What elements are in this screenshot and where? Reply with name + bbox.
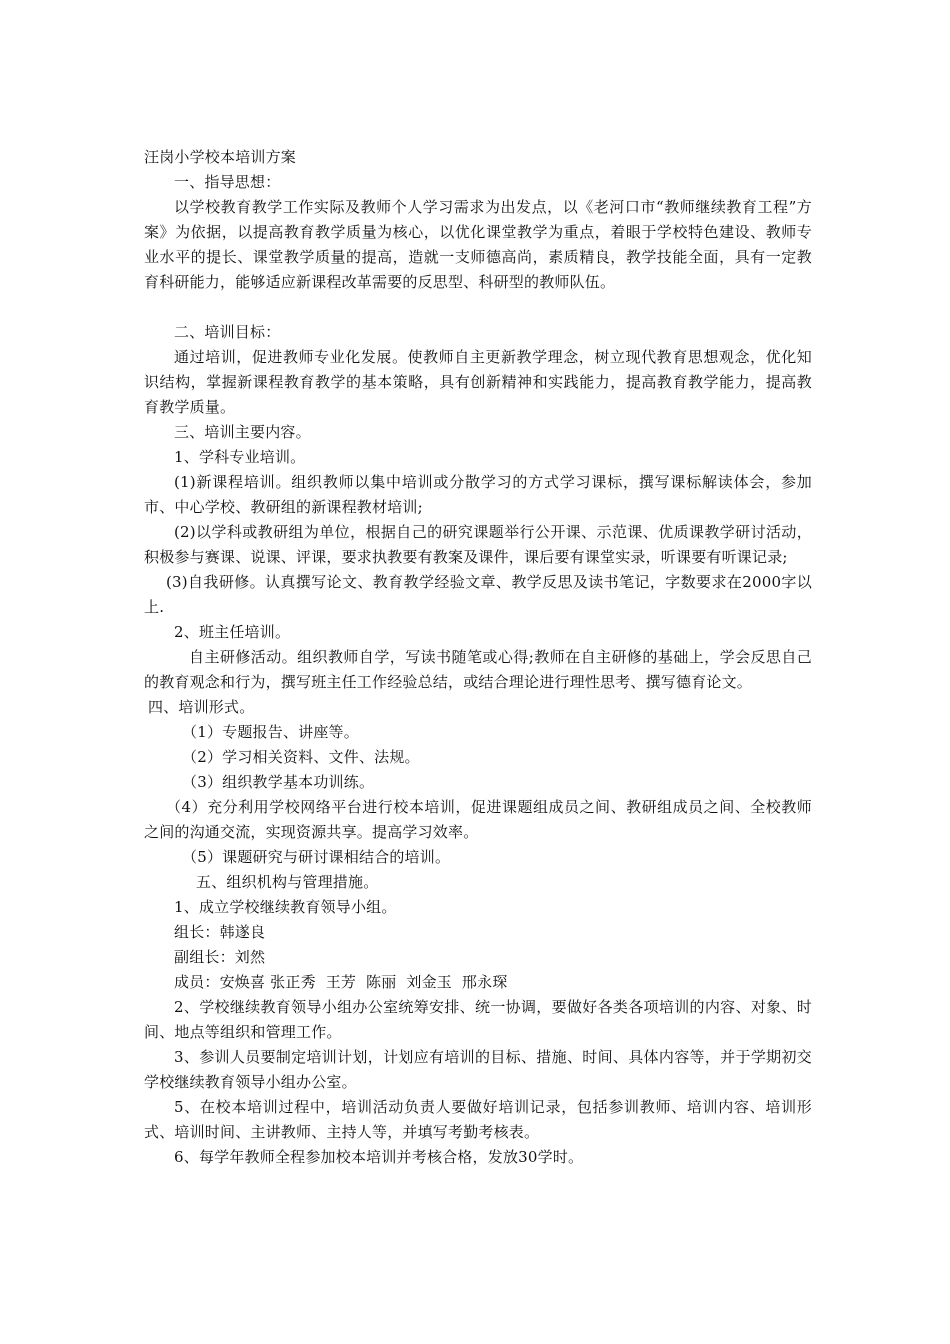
paragraph-training-goals: 通过培训，促进教师专业化发展。使教师自主更新教学理念，树立现代教育思想观念，优化知识结构，掌握新课程教育教学的基本策略，具有创新精神和实践能力，提高教育教学能力，提高教育教学质量。 (144, 348, 812, 416)
list-item-org-3: 3、参训人员要制定培训计划，计划应有培训的目标、措施、时间、具体内容等，并于学期初交学校继续教育领导小组办公室。 (144, 1048, 812, 1091)
list-item-teaching-research: (2)以学科或教研组为单位，根据自己的研究课题举行公开课、示范课、优质课教学研讨活动，积极参与赛课、说课、评课，要求执教要有教案及课件，课后要有课堂实录，听课要有听课记录; (144, 523, 812, 566)
deputy-leader: 副组长：刘然 (174, 948, 266, 966)
list-item-org-6: 6、每学年教师全程参加校本培训并考核合格，发放30学时。 (174, 1148, 584, 1166)
list-item-form-4: （4）充分利用学校网络平台进行校本培训，促进课题组成员之间、教研组成员之间、全校教师之间的沟通交流，实现资源共享。提高学习效率。 (144, 798, 812, 841)
list-item-form-5: （5）课题研究与研讨课相结合的培训。 (182, 848, 451, 866)
section-heading-training-goals: 二、培训目标： (174, 323, 281, 341)
document-title: 汪岗小学校本培训方案 (144, 148, 297, 166)
group-leader: 组长：韩遂良 (174, 923, 266, 941)
list-item-org-2: 2、学校继续教育领导小组办公室统筹安排、统一协调，要做好各类各项培训的内容、对象、时间、地点等组织和管理工作。 (144, 998, 812, 1041)
list-item-form-1: （1）专题报告、讲座等。 (182, 723, 359, 741)
section-heading-training-forms: 四、培训形式。 (148, 698, 255, 716)
document-body (144, 145, 812, 1170)
section-heading-training-content: 三、培训主要内容。 (174, 423, 311, 441)
list-item-org-1: 1、成立学校继续教育领导小组。 (174, 898, 397, 916)
list-item-form-3: （3）组织教学基本功训练。 (182, 773, 375, 791)
list-item-self-study: (3)自我研修。认真撰写论文、教育教学经验文章、教学反思及读书笔记，字数要求在2000字以上. (144, 573, 812, 616)
list-item-new-curriculum: (1)新课程培训。组织教师以集中培训或分散学习的方式学习课标，撰写课标解读体会，参加市、中心学校、教研组的新课程教材培训; (144, 473, 812, 516)
section-heading-organization: 五、组织机构与管理措施。 (196, 873, 379, 891)
subheading-head-teacher-training: 2、班主任培训。 (174, 623, 291, 641)
section-heading-guiding-ideology: 一、指导思想： (174, 173, 281, 191)
list-item-org-5: 5、在校本培训过程中，培训活动负责人要做好培训记录，包括参训教师、培训内容、培训形式、培训时间、主讲教师、主持人等，并填写考勤考核表。 (144, 1098, 812, 1141)
paragraph-guiding-ideology: 以学校教育教学工作实际及教师个人学习需求为出发点，以《老河口市“教师继续教育工程”方案》为依据，以提高教育教学质量为核心，以优化课堂教学为重点，着眼于学校特色建设、教师专业水平的提长、课堂教学质量的提高，造就一支师德高尚，素质精良，教学技能全面，具有一定教育科研能力，能够适应新课程改革需要的反思型、科研型的教师队伍。 (144, 198, 812, 291)
group-members: 成员：安焕喜 张正秀 王芳 陈丽 刘金玉 邢永琛 (174, 973, 508, 991)
blank-line (144, 295, 812, 320)
list-item-form-2: （2）学习相关资料、文件、法规。 (182, 748, 420, 766)
paragraph-self-study-activity: 自主研修活动。组织教师自学，写读书随笔或心得;教师在自主研修的基础上，学会反思自己的教育观念和行为，撰写班主任工作经验总结，或结合理论进行理性思考、撰写德育论文。 (144, 648, 812, 691)
subheading-subject-training: 1、学科专业培训。 (174, 448, 306, 466)
